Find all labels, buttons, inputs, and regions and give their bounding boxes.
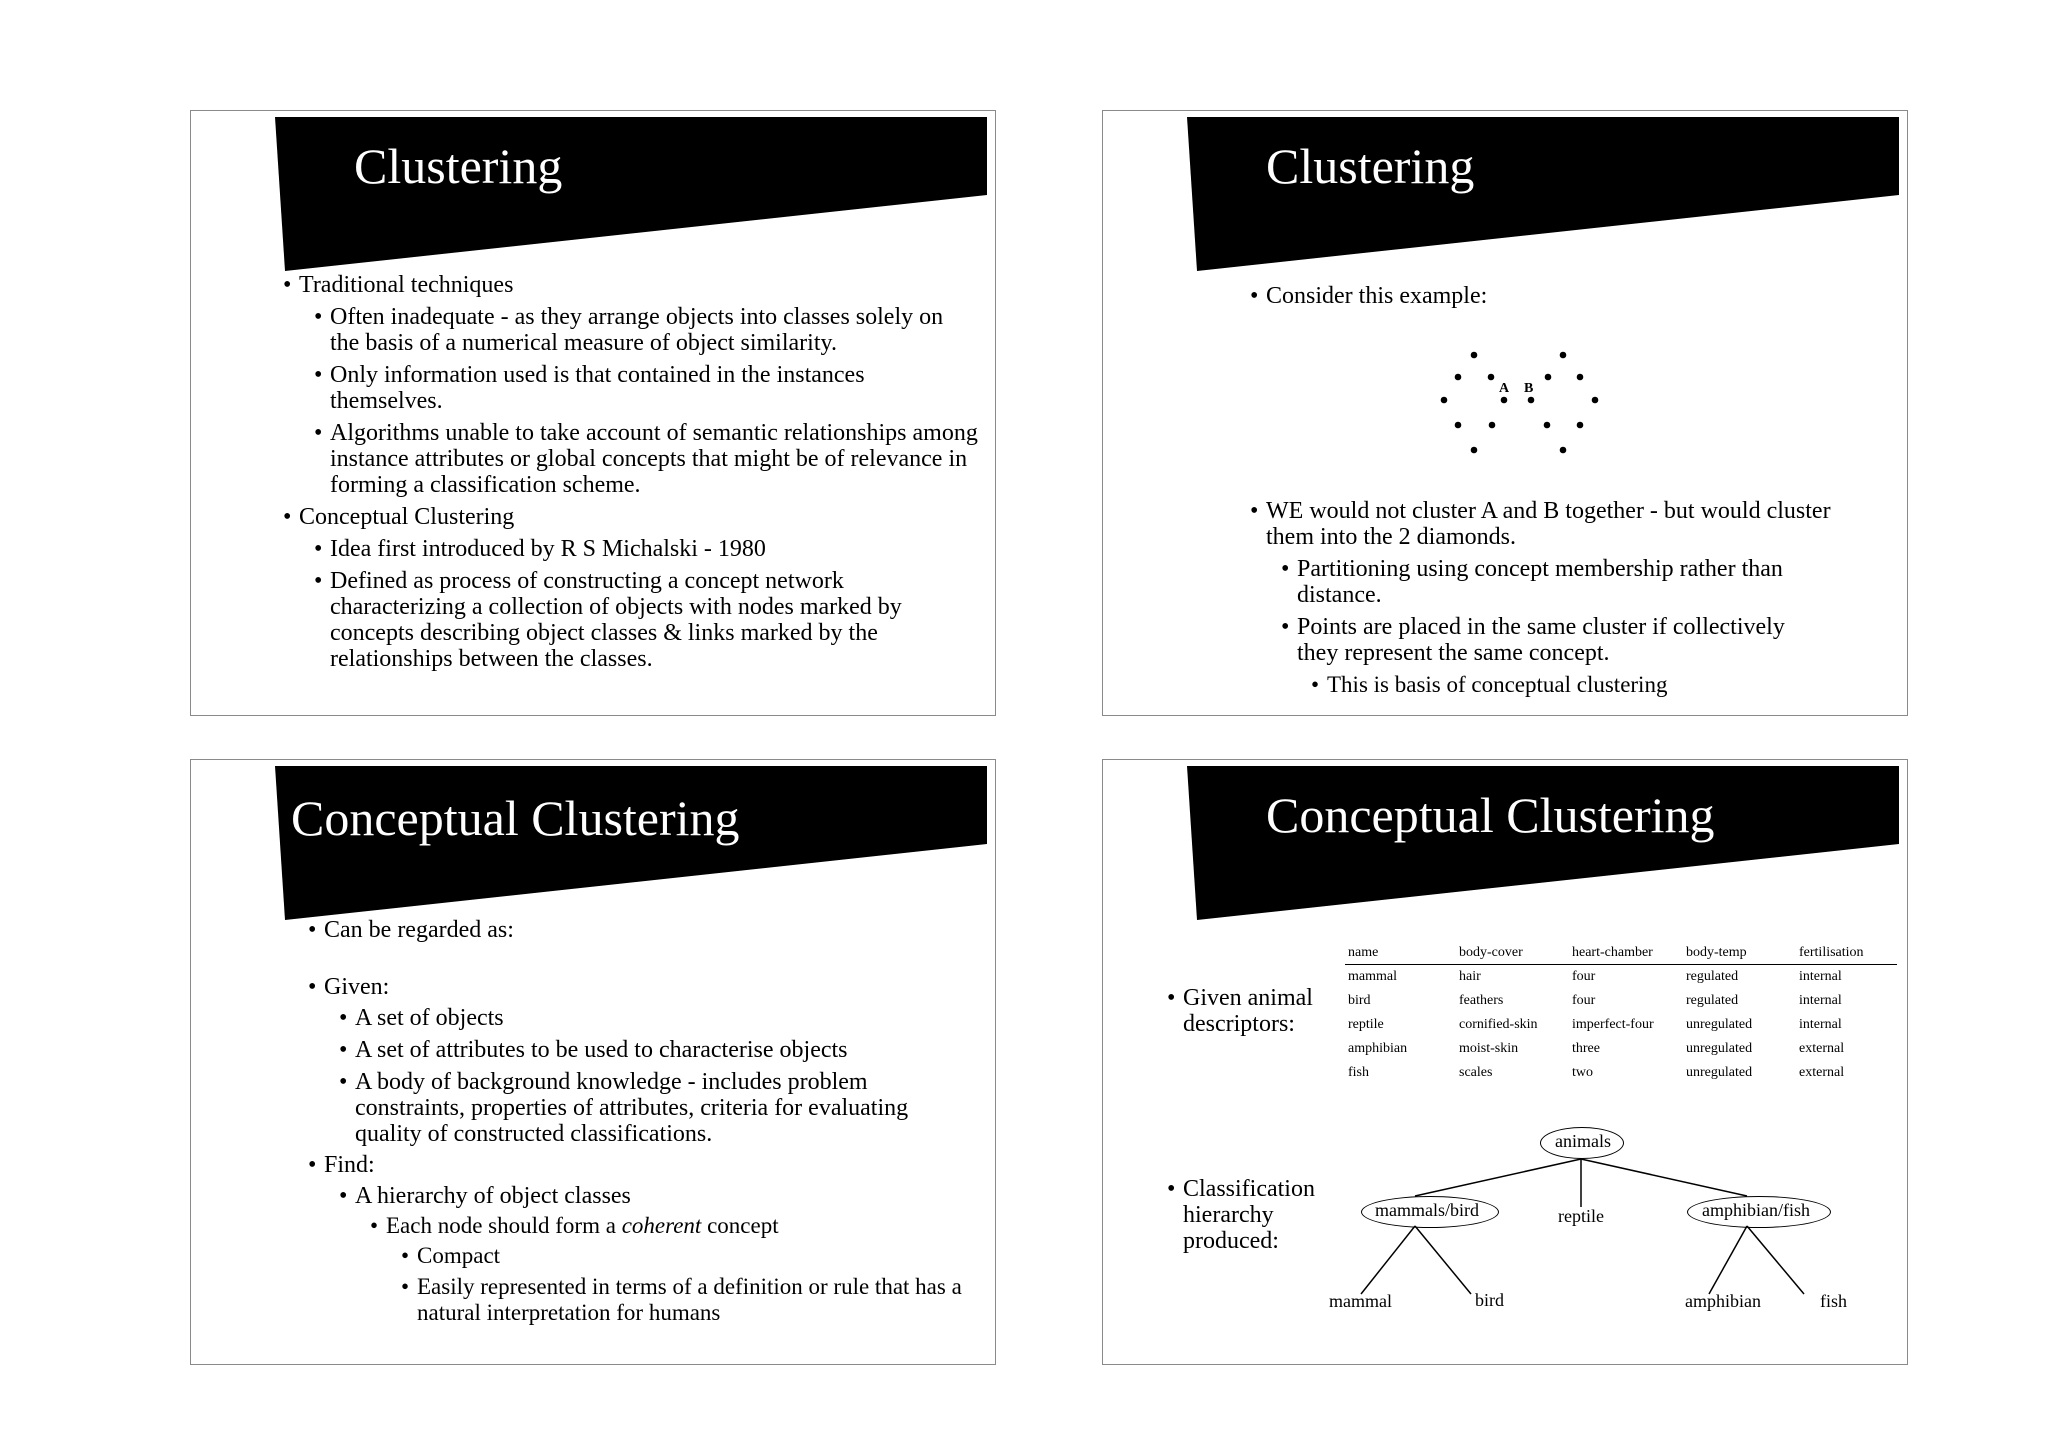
table-cell: scales (1459, 1065, 1493, 1080)
point (1455, 422, 1462, 429)
bullet-l3: • This is basis of conceptual clustering (1311, 672, 1668, 697)
bullet-l1: • Classification hierarchy produced: (1167, 1176, 1315, 1254)
bullet-text: A set of objects (355, 1005, 504, 1031)
tree-leaf: fish (1820, 1291, 1847, 1311)
table-cell: fish (1348, 1065, 1369, 1080)
bullet-text: Often inadequate - as they arrange objects into classes solely on the basis of a numerical measure of object similarity. (330, 304, 944, 356)
bullet-text: A body of background knowledge - includes problem constraints, properties of attributes, criteria for evaluating quality of constructed classifications. (355, 1069, 909, 1147)
bullet-l1: • Conceptual Clustering (283, 504, 515, 530)
tree-leaf: bird (1475, 1290, 1504, 1310)
bullet-text: Classification hierarchy produced: (1183, 1176, 1315, 1254)
bullet-l1: • Consider this example: (1250, 283, 1488, 309)
diamond-points-figure (1103, 339, 1908, 489)
bullet-l2: • A body of background knowledge - includes problem constraints, properties of attributes, criteria for evaluating quality of constructed classifications. (339, 1069, 909, 1147)
banner-shape (191, 111, 996, 281)
point (1489, 422, 1496, 429)
slide-3 (190, 759, 996, 1365)
tree-node: mammals/bird (1375, 1200, 1479, 1220)
bullet-l1: • Given: (308, 974, 390, 1000)
title-banner (1103, 111, 1908, 281)
table-cell: amphibian (1348, 1041, 1408, 1056)
point (1545, 374, 1552, 381)
table-cell: hair (1459, 969, 1481, 984)
bullet-l1: • Find: (308, 1152, 375, 1178)
bullet-l4: • Compact (401, 1243, 501, 1268)
table-cell: four (1572, 969, 1596, 984)
table-header: heart-chamber (1572, 945, 1653, 960)
point (1577, 374, 1584, 381)
table-cell: internal (1799, 969, 1842, 984)
bullet-l2: • Partitioning using concept membership rather than distance. (1281, 556, 1783, 608)
bullet-text: Consider this example: (1266, 283, 1488, 309)
bullet-l2: • Often inadequate - as they arrange objects into classes solely on the basis of a numerical measure of object similarity. (314, 304, 944, 356)
point (1577, 422, 1584, 429)
tree-leaf: mammal (1329, 1291, 1392, 1311)
table-header: fertilisation (1799, 945, 1864, 960)
table-cell: moist-skin (1459, 1041, 1519, 1056)
bullet-l3: • Each node should form a coherent concept (370, 1213, 779, 1238)
bullet-l1: • Can be regarded as: (308, 917, 514, 943)
tree-leaf: amphibian (1685, 1291, 1761, 1311)
tree-node-root: animals (1555, 1131, 1611, 1151)
table-cell: external (1799, 1065, 1845, 1080)
bullet-l2: • Defined as process of constructing a concept network characterizing a collection of objects with nodes marked by concepts describing object classes & links marked by the relationships between the classes. (314, 568, 902, 672)
point (1488, 374, 1495, 381)
table-cell: mammal (1348, 969, 1397, 984)
tree-edge (1747, 1226, 1804, 1294)
tree-node: reptile (1558, 1206, 1604, 1226)
bullet-l4: • Easily represented in terms of a definition or rule that has a natural interpretation for humans (401, 1274, 962, 1325)
table-cell: reptile (1348, 1017, 1384, 1032)
table-cell: four (1572, 993, 1596, 1008)
table-header: body-cover (1459, 945, 1523, 960)
slide-title: Conceptual Clustering (1266, 787, 1715, 843)
table-cell: external (1799, 1041, 1845, 1056)
bullet-text: Compact (417, 1243, 501, 1268)
point (1471, 352, 1478, 359)
bullet-text-after: concept (707, 1213, 779, 1238)
bullet-text: Given: (324, 974, 390, 1000)
table-header: name (1348, 945, 1379, 960)
bullet-text: Given animal descriptors: (1183, 985, 1313, 1037)
bullet-text: Partitioning using concept membership rather than distance. (1297, 556, 1783, 608)
banner-shape (1103, 111, 1908, 281)
table-cell: unregulated (1686, 1065, 1753, 1080)
table-cell: imperfect-four (1572, 1017, 1654, 1032)
bullet-text: A set of attributes to be used to characterise objects (355, 1037, 848, 1063)
table-cell: feathers (1459, 993, 1504, 1008)
slide-1 (190, 110, 996, 716)
title-banner (191, 111, 996, 281)
tree-edge (1361, 1226, 1415, 1294)
table-cell: regulated (1686, 969, 1739, 984)
point (1560, 352, 1567, 359)
point (1544, 422, 1551, 429)
bullet-l1: • Traditional techniques (283, 272, 514, 298)
table-cell: two (1572, 1065, 1593, 1080)
bullet-l2: • A set of objects (339, 1005, 504, 1031)
bullet-text: Traditional techniques (299, 272, 514, 298)
point (1592, 397, 1599, 404)
point (1441, 397, 1448, 404)
bullet-l1: • WE would not cluster A and B together - but would cluster them into the 2 diamonds. (1250, 498, 1831, 550)
point-label-a: A (1499, 381, 1510, 396)
table-cell: three (1572, 1041, 1600, 1056)
bullet-emphasis: coherent (621, 1213, 702, 1238)
bullet-text: Can be regarded as: (324, 917, 514, 943)
tree-edge (1415, 1159, 1581, 1196)
bullet-l1: • Given animal descriptors: (1167, 985, 1313, 1037)
table-cell: unregulated (1686, 1017, 1753, 1032)
table-cell: unregulated (1686, 1041, 1753, 1056)
slide-title: Clustering (1266, 138, 1475, 194)
point (1501, 397, 1508, 404)
classification-tree-lines (1103, 760, 1908, 1365)
tree-edge (1415, 1226, 1471, 1294)
bullet-text: Algorithms unable to take account of semantic relationships among instance attributes or global concepts that might be of relevance in forming a classification scheme. (330, 420, 978, 498)
point (1560, 447, 1567, 454)
slide-2 (1102, 110, 1908, 716)
table-cell: internal (1799, 993, 1842, 1008)
bullet-l2: • Algorithms unable to take account of semantic relationships among instance attributes or global concepts that might be of relevance in forming a classification scheme. (314, 420, 978, 498)
point (1455, 374, 1462, 381)
tree-edge (1709, 1226, 1747, 1294)
table-cell: cornified-skin (1459, 1017, 1538, 1032)
bullet-text: Find: (324, 1152, 375, 1178)
point (1471, 447, 1478, 454)
bullet-text: A hierarchy of object classes (355, 1183, 631, 1209)
bullet-text: Each node should form a (386, 1213, 616, 1238)
table-cell: internal (1799, 1017, 1842, 1032)
point (1528, 397, 1535, 404)
bullet-l2: • Only information used is that contained in the instances themselves. (314, 362, 865, 414)
point-label-b: B (1524, 381, 1534, 396)
tree-edge (1581, 1159, 1747, 1196)
bullet-text: Defined as process of constructing a concept network characterizing a collection of objects with nodes marked by concepts describing object classes & links marked by the relationships between the classes. (330, 568, 902, 672)
bullet-text: Conceptual Clustering (299, 504, 515, 530)
bullet-l2: • Idea first introduced by R S Michalski - 1980 (314, 536, 766, 562)
slide-4 (1102, 759, 1908, 1365)
slide-title: Conceptual Clustering (291, 790, 740, 846)
bullet-text: Only information used is that contained in the instances themselves. (330, 362, 865, 414)
table-header: body-temp (1686, 945, 1747, 960)
bullet-text: Points are placed in the same cluster if collectively they represent the same concept. (1297, 614, 1785, 666)
table-cell: regulated (1686, 993, 1739, 1008)
bullet-l2: • Points are placed in the same cluster if collectively they represent the same concept. (1281, 614, 1785, 666)
bullet-text: WE would not cluster A and B together - but would cluster them into the 2 diamonds. (1266, 498, 1831, 550)
slide-title: Clustering (354, 138, 563, 194)
bullet-l2: • A set of attributes to be used to characterise objects (339, 1037, 848, 1063)
bullet-text: Easily represented in terms of a definition or rule that has a natural interpretation for humans (417, 1274, 962, 1325)
tree-node: amphibian/fish (1702, 1200, 1810, 1220)
bullet-l2: • A hierarchy of object classes (339, 1183, 631, 1209)
table-cell: bird (1348, 993, 1371, 1008)
bullet-text: This is basis of conceptual clustering (1327, 672, 1668, 697)
bullet-text: Idea first introduced by R S Michalski - 1980 (330, 536, 766, 562)
